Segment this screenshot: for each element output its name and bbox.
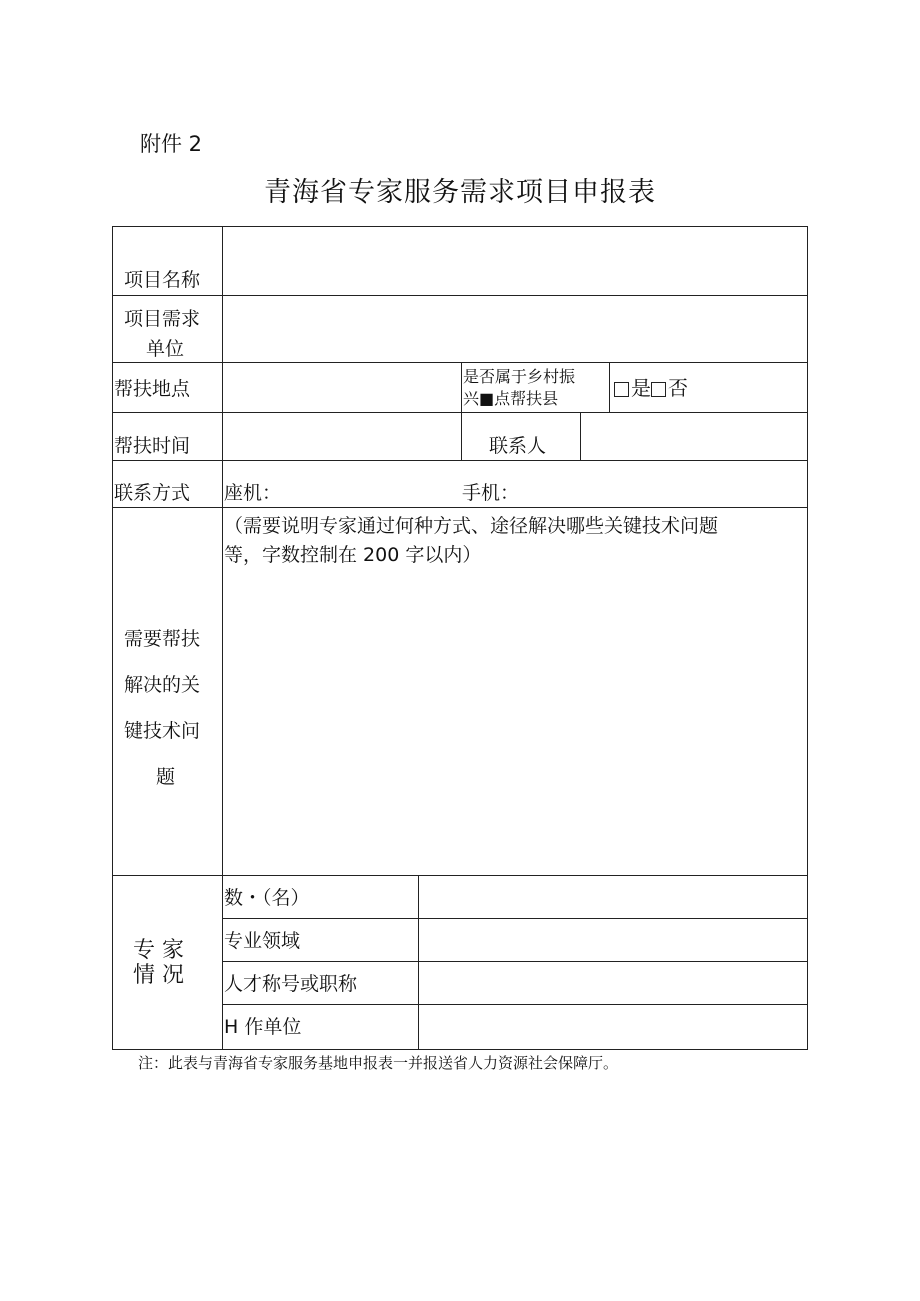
table-border-right — [807, 226, 808, 1049]
row-divider — [222, 961, 808, 962]
row-divider — [112, 875, 808, 876]
row-divider — [112, 362, 808, 363]
key-problems-hint — [224, 512, 806, 570]
column-divider — [461, 362, 462, 460]
footnote: 注：此表与青海省专家服务基地申报表一并报送省人力资源社会保障厅。 — [138, 1054, 619, 1072]
key-problems-label-line: 解决的关 — [124, 674, 201, 696]
demand-unit-label — [124, 307, 200, 361]
table-border-bottom — [112, 1049, 808, 1050]
column-divider — [418, 875, 419, 1049]
form-title: 青海省专家服务需求项目申报表 — [264, 177, 656, 208]
assist-time-field[interactable] — [224, 414, 460, 459]
expert-label-line1: 专 家 — [133, 938, 184, 963]
table-border-top — [112, 226, 808, 227]
row-divider — [222, 918, 808, 919]
no-label: 否 — [668, 376, 688, 400]
label-column-divider — [222, 226, 223, 1049]
expert-title-label: 人才称号或职称 — [224, 973, 358, 995]
expert-workplace-field[interactable] — [420, 1006, 806, 1048]
expert-info-label — [133, 938, 184, 988]
demand-unit-label-line2: 单位 — [146, 338, 185, 360]
project-name-label: 项目名称 — [124, 269, 201, 291]
no-checkbox[interactable] — [651, 376, 688, 400]
mobile-label: 手机： — [462, 482, 520, 504]
hint-line2: 等，字数控制在 200 字以内） — [224, 544, 482, 566]
project-name-field[interactable] — [224, 228, 806, 294]
table-border-left — [112, 226, 113, 1049]
column-divider — [580, 412, 581, 460]
expert-count-field[interactable] — [420, 877, 806, 917]
demand-unit-label-line1: 项目需求 — [124, 308, 201, 330]
contact-method-label: 联系方式 — [114, 482, 191, 504]
contact-person-field[interactable] — [582, 414, 806, 459]
expert-label-line2: 情 况 — [133, 963, 184, 988]
expert-field-label: 专业领域 — [224, 930, 301, 952]
assist-location-field[interactable] — [224, 364, 460, 411]
row-divider — [112, 295, 808, 296]
key-problems-label — [124, 616, 200, 800]
key-problems-label-line: 题 — [156, 766, 176, 788]
key-problems-label-line: 需要帮扶 — [124, 628, 201, 650]
row-divider — [112, 507, 808, 508]
row-divider — [112, 460, 808, 461]
assist-location-label: 帮扶地点 — [114, 378, 191, 400]
attachment-label: 附件 2 — [140, 132, 203, 156]
contact-person-label: 联系人 — [489, 435, 547, 457]
question-line2: 兴■点帮扶县 — [463, 389, 559, 408]
assist-time-label: 帮扶时间 — [114, 435, 191, 457]
expert-workplace-label: H 作单位 — [224, 1016, 302, 1038]
landline-label: 座机： — [224, 482, 282, 504]
row-divider — [112, 412, 808, 413]
expert-title-field[interactable] — [420, 963, 806, 1003]
rural-key-county-question — [463, 366, 575, 410]
yes-checkbox[interactable] — [614, 376, 651, 400]
column-divider — [609, 362, 610, 412]
question-line1: 是否属于乡村振 — [463, 367, 576, 386]
expert-count-label: 数・（名） — [224, 887, 310, 909]
demand-unit-field[interactable] — [224, 297, 806, 361]
row-divider — [222, 1004, 808, 1005]
yes-no-choice — [614, 376, 688, 400]
key-problems-label-line: 键技术问 — [124, 720, 201, 742]
yes-label: 是 — [631, 376, 651, 400]
expert-field-field[interactable] — [420, 920, 806, 960]
hint-line1: （需要说明专家通过何种方式、途径解决哪些关键技术问题 — [224, 515, 719, 537]
key-problems-field[interactable] — [224, 572, 806, 872]
